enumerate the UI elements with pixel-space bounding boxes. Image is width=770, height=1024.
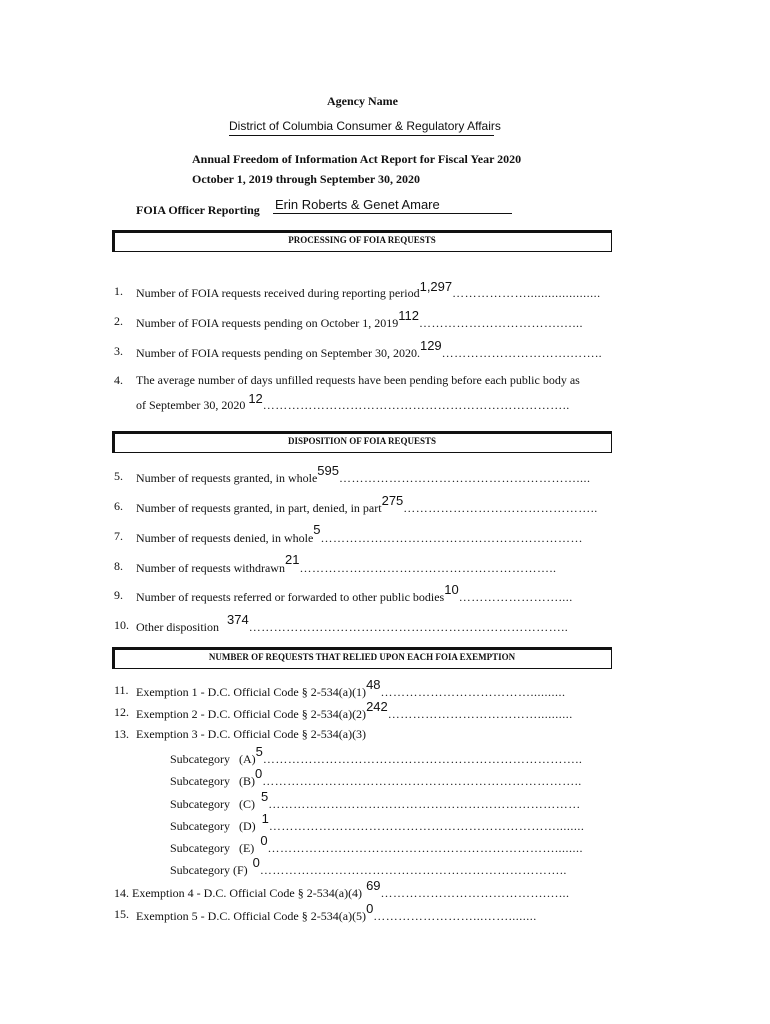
answer-field[interactable]: 112: [398, 308, 420, 323]
section-processing: [112, 230, 612, 252]
item-number: 6.: [114, 499, 123, 513]
question-text: Number of requests denied, in whole: [136, 531, 314, 545]
question-14: [114, 877, 570, 900]
answer-field[interactable]: 0: [260, 833, 268, 848]
report-title: Annual Freedom of Information Act Report for Fiscal Year 2020: [192, 152, 522, 166]
answer-field[interactable]: 69: [366, 878, 381, 893]
question-11: [136, 676, 566, 699]
leader-dots: ……………………………………………………..: [299, 561, 557, 575]
question-text: 14. Exemption 4 - D.C. Official Code § 2-534(a)(4): [114, 886, 363, 900]
answer-field[interactable]: 12: [248, 391, 263, 406]
question-10: [136, 611, 569, 634]
question-text: Number of FOIA requests received during reporting period: [136, 286, 420, 300]
subcategory-label: Subcategory (A): [170, 752, 256, 766]
item-number: 11.: [114, 683, 129, 697]
answer-field[interactable]: 5: [260, 789, 269, 804]
item-number: 2.: [114, 314, 123, 328]
agency-label: Agency Name: [327, 94, 398, 108]
subcategory-b: [170, 765, 582, 788]
question-2: [136, 307, 584, 330]
question-5: [136, 462, 591, 485]
item-number: 15.: [114, 907, 129, 921]
answer-field[interactable]: 275: [381, 493, 404, 508]
answer-field[interactable]: 129: [419, 338, 442, 353]
subcategory-c: [170, 788, 581, 811]
answer-field[interactable]: 595: [317, 463, 339, 478]
leader-dots: …………………………………………………………………..: [248, 620, 569, 634]
question-text: Number of FOIA requests pending on October 1, 2019: [136, 316, 399, 330]
item-number: 13.: [114, 727, 129, 741]
subcategory-label: Subcategory (C): [170, 797, 255, 811]
item-number: 10.: [114, 618, 129, 632]
question-4: [136, 390, 570, 412]
answer-field[interactable]: 0: [252, 855, 260, 870]
question-text: Exemption 1 - D.C. Official Code § 2-534(a)(1): [136, 685, 367, 699]
question-text: The average number of days unfilled requests have been pending before each public body as: [136, 373, 580, 387]
report-period: October 1, 2019 through September 30, 2020: [192, 172, 420, 186]
leader-dots: …………………………………………………………………..: [262, 774, 582, 788]
answer-field[interactable]: 5: [255, 744, 263, 759]
item-number: 5.: [114, 469, 123, 483]
leader-dots: ………………………….……..: [441, 346, 603, 360]
question-1: [136, 278, 601, 300]
leader-dots: ……………………...……........: [373, 909, 537, 923]
leader-dots: …………………………………………………………………: [268, 797, 581, 811]
subcategory-f: [170, 854, 567, 877]
leader-dots: …………………………….…...: [419, 316, 584, 330]
subcategory-d: [170, 810, 585, 833]
section-exemptions: [112, 647, 612, 669]
question-8: [136, 551, 557, 575]
item-number: 12.: [114, 705, 129, 719]
question-7: [136, 521, 584, 545]
answer-field[interactable]: 0: [254, 766, 263, 781]
subcategory-label: Subcategory (B): [170, 774, 255, 788]
section-title: PROCESSING OF FOIA REQUESTS: [288, 235, 436, 245]
answer-field[interactable]: 0: [366, 901, 374, 916]
officer-field[interactable]: Erin Roberts & Genet Amare: [273, 197, 512, 214]
answer-field[interactable]: 10: [444, 582, 459, 597]
agency-name-field[interactable]: District of Columbia Consumer & Regulatory Affairs: [229, 119, 494, 136]
leader-dots: ……………………....: [458, 590, 573, 604]
question-9: [136, 581, 573, 604]
subcategory-a: [170, 743, 583, 766]
leader-dots: ………………………………………………………………..: [262, 398, 570, 412]
item-number: 4.: [114, 373, 123, 387]
leader-dots: …………………………………………………....: [339, 471, 591, 485]
leader-dots: ……………………………………………………………........: [267, 841, 584, 855]
section-title: DISPOSITION OF FOIA REQUESTS: [288, 436, 436, 446]
question-text: Other disposition: [136, 620, 219, 634]
question-3: [136, 337, 603, 360]
question-text: Number of requests granted, in part, denied, in part: [136, 501, 382, 515]
question-text: Number of requests granted, in whole: [136, 471, 318, 485]
answer-field[interactable]: 1,297: [419, 279, 453, 294]
answer-field[interactable]: 1: [261, 811, 269, 826]
leader-dots: ………………………………..........: [387, 707, 573, 721]
section-title: NUMBER OF REQUESTS THAT RELIED UPON EACH FOIA EXEMPTION: [208, 652, 516, 662]
leader-dots: ………………………………………..: [403, 501, 598, 515]
section-disposition: [112, 431, 612, 453]
leader-dots: ……………………………………………………………........: [268, 819, 585, 833]
item-number: 8.: [114, 559, 123, 573]
subcategory-e: [170, 832, 584, 855]
officer-label: FOIA Officer Reporting: [136, 203, 260, 217]
subcategory-label: Subcategory (D): [170, 819, 256, 833]
question-15: [136, 900, 537, 923]
subcategory-label: Subcategory (F): [170, 863, 248, 877]
answer-field[interactable]: 21: [284, 552, 300, 567]
answer-field[interactable]: 48: [366, 677, 381, 692]
question-text: Exemption 5 - D.C. Official Code § 2-534(a)(5): [136, 909, 367, 923]
leader-dots: …………………………………………………………………..: [262, 752, 583, 766]
question-text: Number of requests withdrawn: [136, 561, 285, 575]
leader-dots: ………………………………………………………: [320, 531, 584, 545]
item-number: 9.: [114, 588, 123, 602]
answer-field[interactable]: 374: [227, 612, 249, 627]
leader-dots: ………………………………..........: [380, 685, 566, 699]
item-number: 1.: [114, 284, 123, 298]
question-text: Number of FOIA requests pending on September 30, 2020.: [136, 346, 420, 360]
item-number: 7.: [114, 529, 123, 543]
subcategory-label: Subcategory (E): [170, 841, 255, 855]
answer-field[interactable]: 5: [313, 522, 321, 537]
question-text: of September 30, 2020: [136, 398, 246, 412]
leader-dots: ………………………………….…...: [380, 886, 570, 900]
question-text: Exemption 2 - D.C. Official Code § 2-534(a)(2): [136, 707, 367, 721]
leader-dots: ………………………………………………………………..: [259, 863, 567, 877]
question-13: Exemption 3 - D.C. Official Code § 2-534(a)(3): [136, 727, 367, 741]
question-12: [136, 698, 573, 721]
item-number: 3.: [114, 344, 123, 358]
question-text: Number of requests referred or forwarded to other public bodies: [136, 590, 445, 604]
leader-dots: ……………….....................: [452, 286, 601, 300]
answer-field[interactable]: 242: [366, 699, 388, 714]
question-6: [136, 492, 598, 515]
